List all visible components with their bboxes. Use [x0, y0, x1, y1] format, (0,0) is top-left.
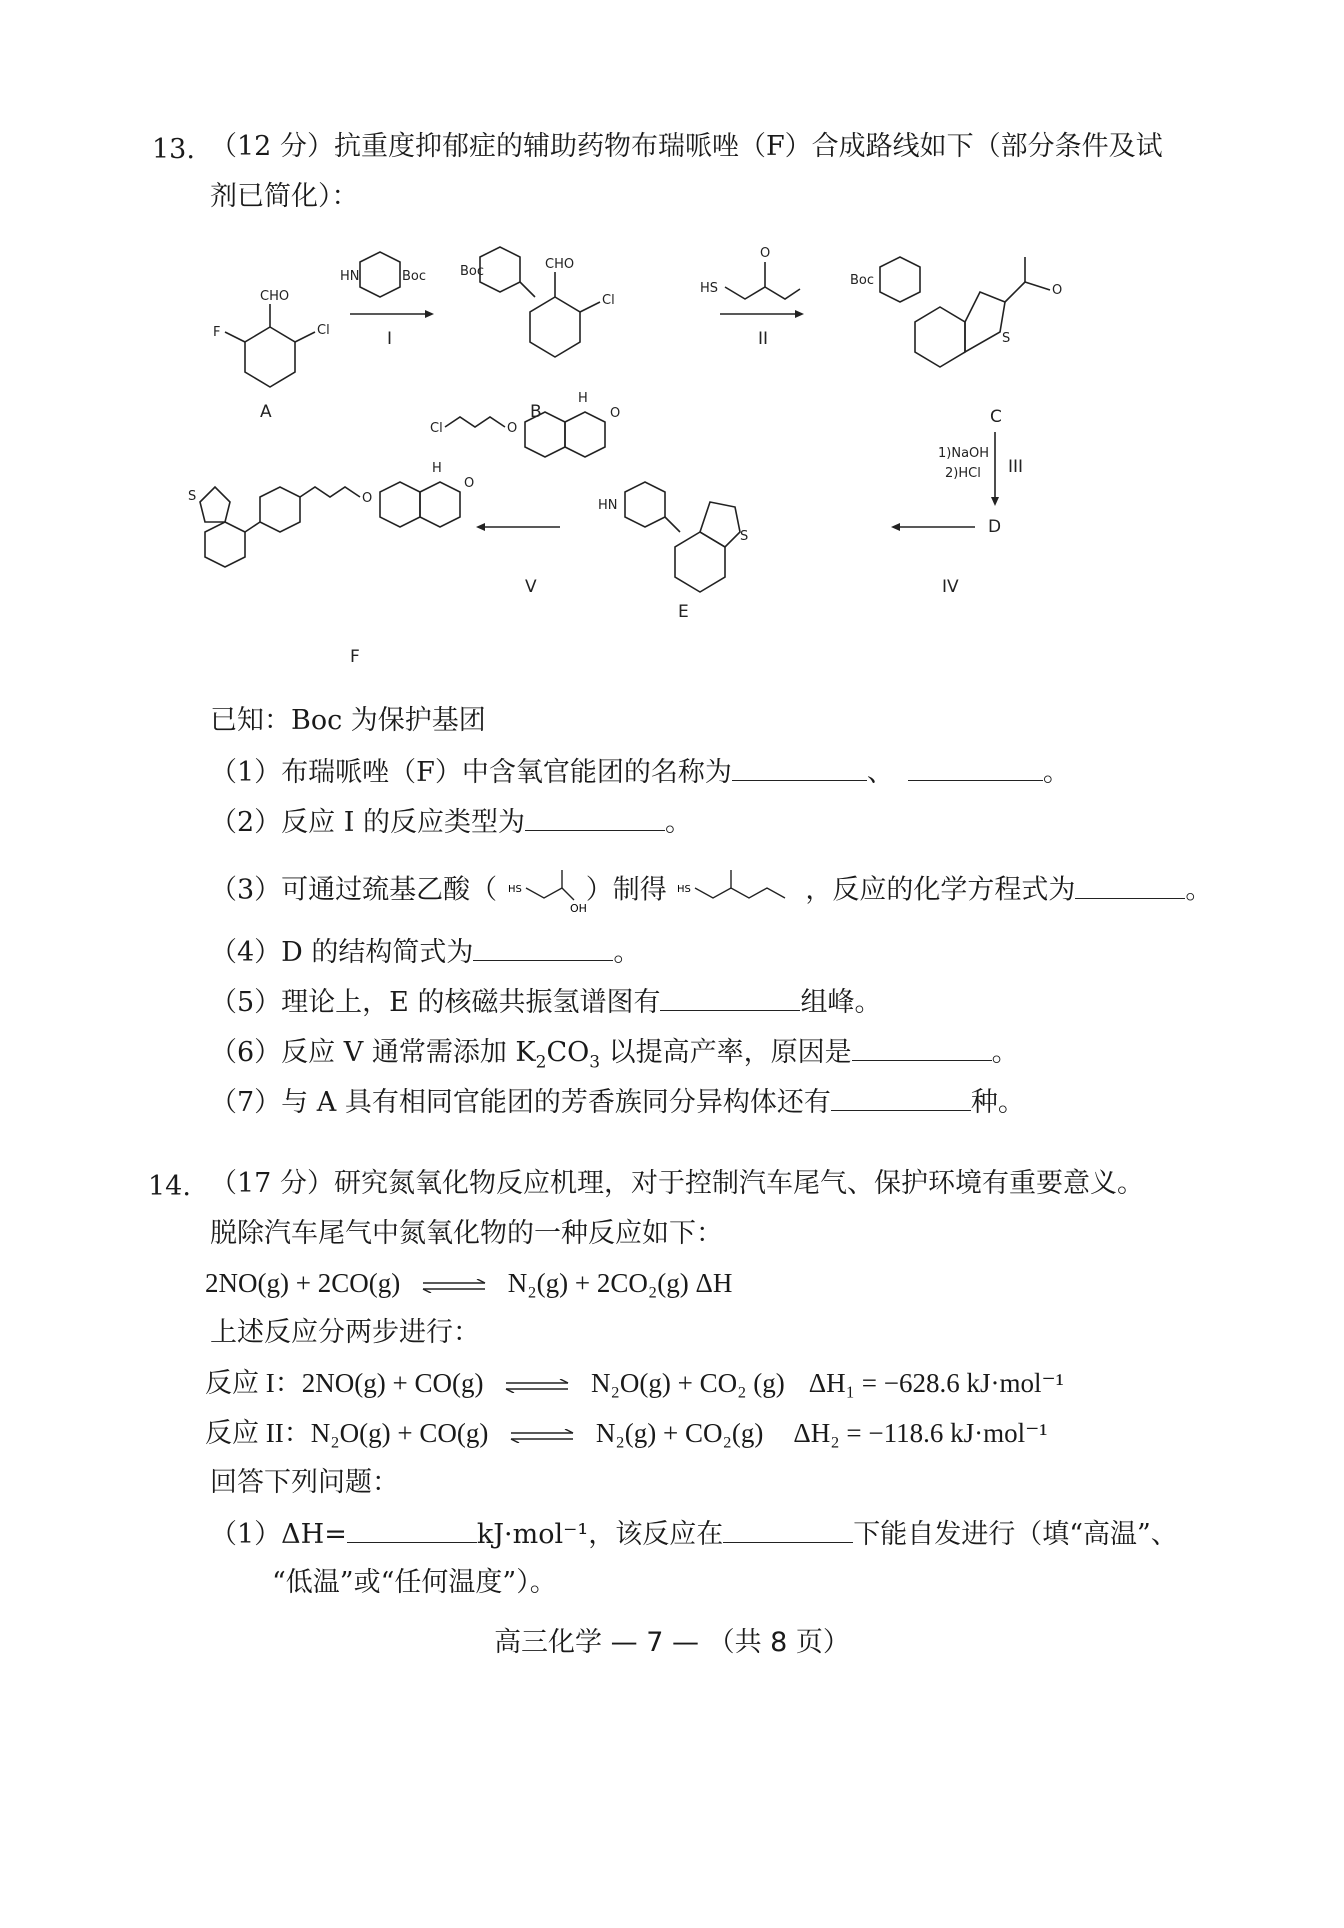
svg-text:Boc: Boc [460, 264, 485, 279]
question-14-line-2: 脱除汽车尾气中氮氧化物的一种反应如下： [210, 1218, 723, 1249]
svg-text:1)NaOH: 1)NaOH [938, 446, 990, 461]
svg-text:Cl: Cl [317, 323, 330, 338]
compound-A-structure [213, 289, 330, 387]
answer-blank[interactable] [723, 1516, 853, 1543]
compound-C-structure [850, 257, 1062, 367]
svg-text:HS: HS [677, 884, 692, 895]
q13-item-7: （7）与 A 具有相同官能团的芳香族同分异构体还有 种。 [210, 1084, 1025, 1120]
question-14-line-4: 上述反应分两步进行： [210, 1317, 480, 1348]
label-D: D [988, 517, 1002, 537]
q13-item-6: （6）反应 V 通常需添加 $K_2CO_3$ 以提高产率，原因是 。 [210, 1034, 1019, 1079]
svg-text:OH: OH [569, 902, 586, 914]
label-E: E [678, 602, 689, 622]
known-note: 已知：Boc 为保护基团 [210, 705, 486, 736]
svg-text:Boc: Boc [850, 273, 875, 288]
svg-text:S: S [1002, 331, 1011, 346]
reagent-boc-piperazine [340, 252, 426, 297]
question-14-heading: （17 分）研究氮氧化物反应机理，对于控制汽车尾气、保护环境有重要意义。 [210, 1168, 1144, 1199]
question-13-number: 13. [152, 134, 195, 165]
svg-text:O: O [760, 246, 771, 261]
answer-blank[interactable] [732, 754, 867, 781]
answer-blank[interactable] [1075, 872, 1185, 899]
equilibrium-arrow-icon [507, 1429, 577, 1443]
main-reaction-equation: 2NO(g) + 2CO(g) N₂(g) + 2CO₂(g) ΔH [205, 1268, 733, 1298]
svg-text:HS: HS [700, 281, 719, 296]
answer-blank[interactable] [347, 1516, 477, 1543]
svg-text:Boc: Boc [402, 269, 427, 284]
answer-blank[interactable] [852, 1034, 992, 1061]
ethyl-thioglycolate-structure [675, 868, 805, 914]
answer-blank[interactable] [473, 934, 613, 961]
q13-item-5: （5）理论上，E 的核磁共振氢谱图有 组峰。 [210, 984, 881, 1020]
step-IV-label: IV [942, 577, 959, 597]
step-III-label: III [1008, 457, 1024, 477]
label-A: A [260, 402, 272, 422]
svg-text:O: O [610, 406, 621, 421]
svg-text:CHO: CHO [260, 289, 290, 304]
reaction-II-equation: 反应 II：N₂O(g) + CO(g) N₂(g) + CO₂(g) ΔH₂ = −118.6 kJ·mol⁻¹ [205, 1418, 1048, 1448]
step-V-label: V [525, 577, 537, 597]
step-I-label: I [387, 329, 393, 349]
step-II-label: II [758, 329, 769, 349]
reagent-ethyl-thioglycolate [700, 246, 800, 299]
svg-text:Cl: Cl [430, 421, 443, 436]
label-C: C [990, 407, 1002, 427]
answer-blank[interactable] [525, 804, 665, 831]
svg-text:F: F [213, 325, 221, 340]
label-B: B [530, 402, 542, 422]
page-footer: 高三化学 — 7 — （共 8 页） [494, 1627, 850, 1658]
svg-text:H: H [432, 461, 442, 476]
svg-text:S: S [740, 529, 749, 544]
question-14-number: 14. [148, 1171, 191, 1202]
equilibrium-arrow-icon [502, 1379, 572, 1393]
svg-text:HN: HN [340, 269, 360, 284]
q14-item-1-cont: “低温”或“任何温度”）。 [272, 1567, 557, 1598]
q14-item-1: （1）ΔH= kJ·mol⁻¹，该反应在 下能自发进行（填“高温”、 [210, 1516, 1178, 1552]
svg-text:O: O [1052, 283, 1063, 298]
compound-F-structure [188, 461, 474, 567]
question-14-line-7: 回答下列问题： [210, 1467, 399, 1498]
question-13-heading-cont: 剂已简化）： [210, 181, 359, 212]
question-13-heading: （12 分）抗重度抑郁症的辅助药物布瑞哌唑（F）合成路线如下（部分条件及试 [210, 131, 1163, 162]
equilibrium-arrow-icon [419, 1279, 489, 1293]
answer-blank[interactable] [831, 1084, 971, 1111]
synthesis-route-scheme [180, 232, 1180, 682]
svg-text:HS: HS [507, 884, 522, 895]
q13-item-2: （2）反应 I 的反应类型为 。 [210, 804, 692, 840]
svg-text:Cl: Cl [602, 293, 615, 308]
svg-text:S: S [188, 489, 197, 504]
answer-blank[interactable] [660, 984, 800, 1011]
svg-text:O: O [362, 491, 373, 506]
compound-B-structure [460, 247, 615, 357]
label-F: F [350, 647, 360, 667]
reagent-chlorobutoxy-quinolinone [430, 391, 620, 457]
q13-item-3: （3）可通过巯基乙酸（ HS OH ）制得 HS ，反应的化学方程式为 。 [210, 868, 1212, 914]
reaction-I-equation: 反应 I：2NO(g) + CO(g) N₂O(g) + CO₂ (g) ΔH₁ = −628.6 kJ·mol⁻¹ [205, 1368, 1064, 1398]
q13-item-1: （1）布瑞哌唑（F）中含氧官能团的名称为 、 。 [210, 754, 1070, 790]
q13-item-4: （4）D 的结构简式为 。 [210, 934, 640, 970]
answer-blank[interactable] [908, 754, 1043, 781]
compound-E-structure [598, 482, 748, 592]
svg-text:O: O [507, 421, 518, 436]
thioglycolic-acid-structure [506, 868, 586, 914]
svg-text:O: O [464, 476, 475, 491]
svg-text:H: H [578, 391, 588, 406]
svg-text:CHO: CHO [545, 257, 575, 272]
svg-text:2)HCl: 2)HCl [945, 466, 981, 481]
svg-text:HN: HN [598, 498, 618, 513]
